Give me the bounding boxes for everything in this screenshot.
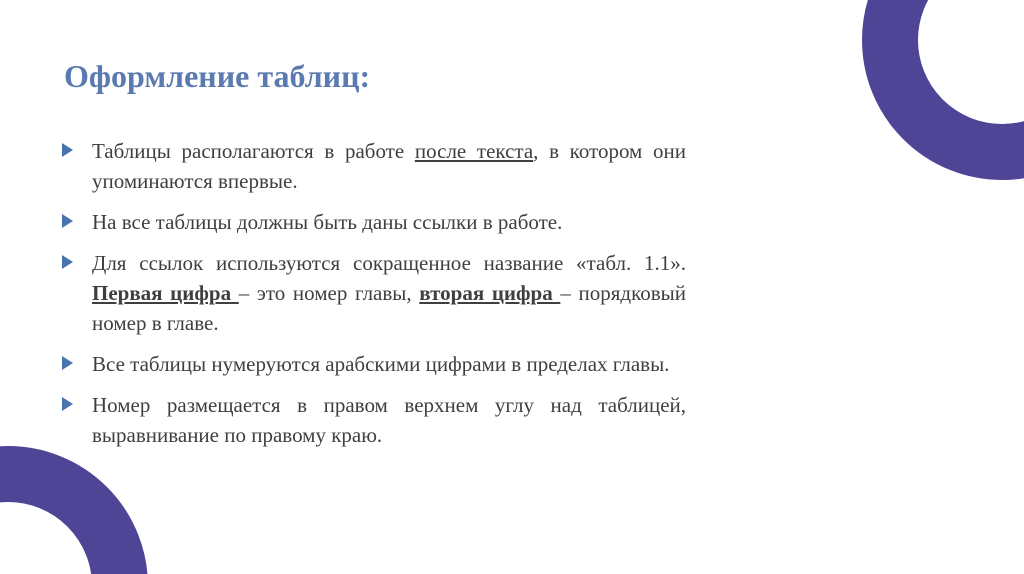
triangle-bullet-icon [62, 255, 73, 269]
bold-underlined-phrase: вторая цифра [419, 281, 561, 305]
list-item [62, 207, 686, 237]
triangle-bullet-icon [62, 214, 73, 228]
triangle-bullet-icon [62, 356, 73, 370]
bold-underlined-phrase: Первая цифра [92, 281, 239, 305]
bullet-text: На все таблицы должны быть даны ссылки в работе. [92, 210, 563, 234]
triangle-bullet-icon [62, 143, 73, 157]
underlined-phrase: после текста [414, 139, 534, 163]
list-item [62, 248, 686, 338]
text-span: – это номер главы, [238, 281, 420, 305]
bullet-text [92, 136, 686, 196]
list-item [62, 136, 686, 196]
text-span: Таблицы располагаются в работе [92, 139, 415, 163]
bullet-text: Все таблицы нумеруются арабскими цифрами в пределах главы. [92, 352, 670, 376]
list-item [62, 390, 686, 450]
slide-title: Оформление таблиц: [64, 58, 371, 94]
decorative-ring-top [862, 0, 1024, 180]
text-span: , в котором они упоминаются впервые. [92, 139, 686, 193]
triangle-bullet-icon [62, 397, 73, 411]
bullet-text: Номер размещается в правом верхнем углу над таблицей, выравнивание по правому краю. [92, 393, 686, 447]
decorative-ring-bottom [0, 446, 148, 574]
text-span: – порядковый номер в главе. [92, 281, 686, 335]
bullet-list [62, 136, 686, 461]
text-span: Для ссылок используются сокращенное название «табл. 1.1». [92, 251, 686, 275]
list-item [62, 349, 686, 379]
bullet-text [92, 248, 686, 338]
